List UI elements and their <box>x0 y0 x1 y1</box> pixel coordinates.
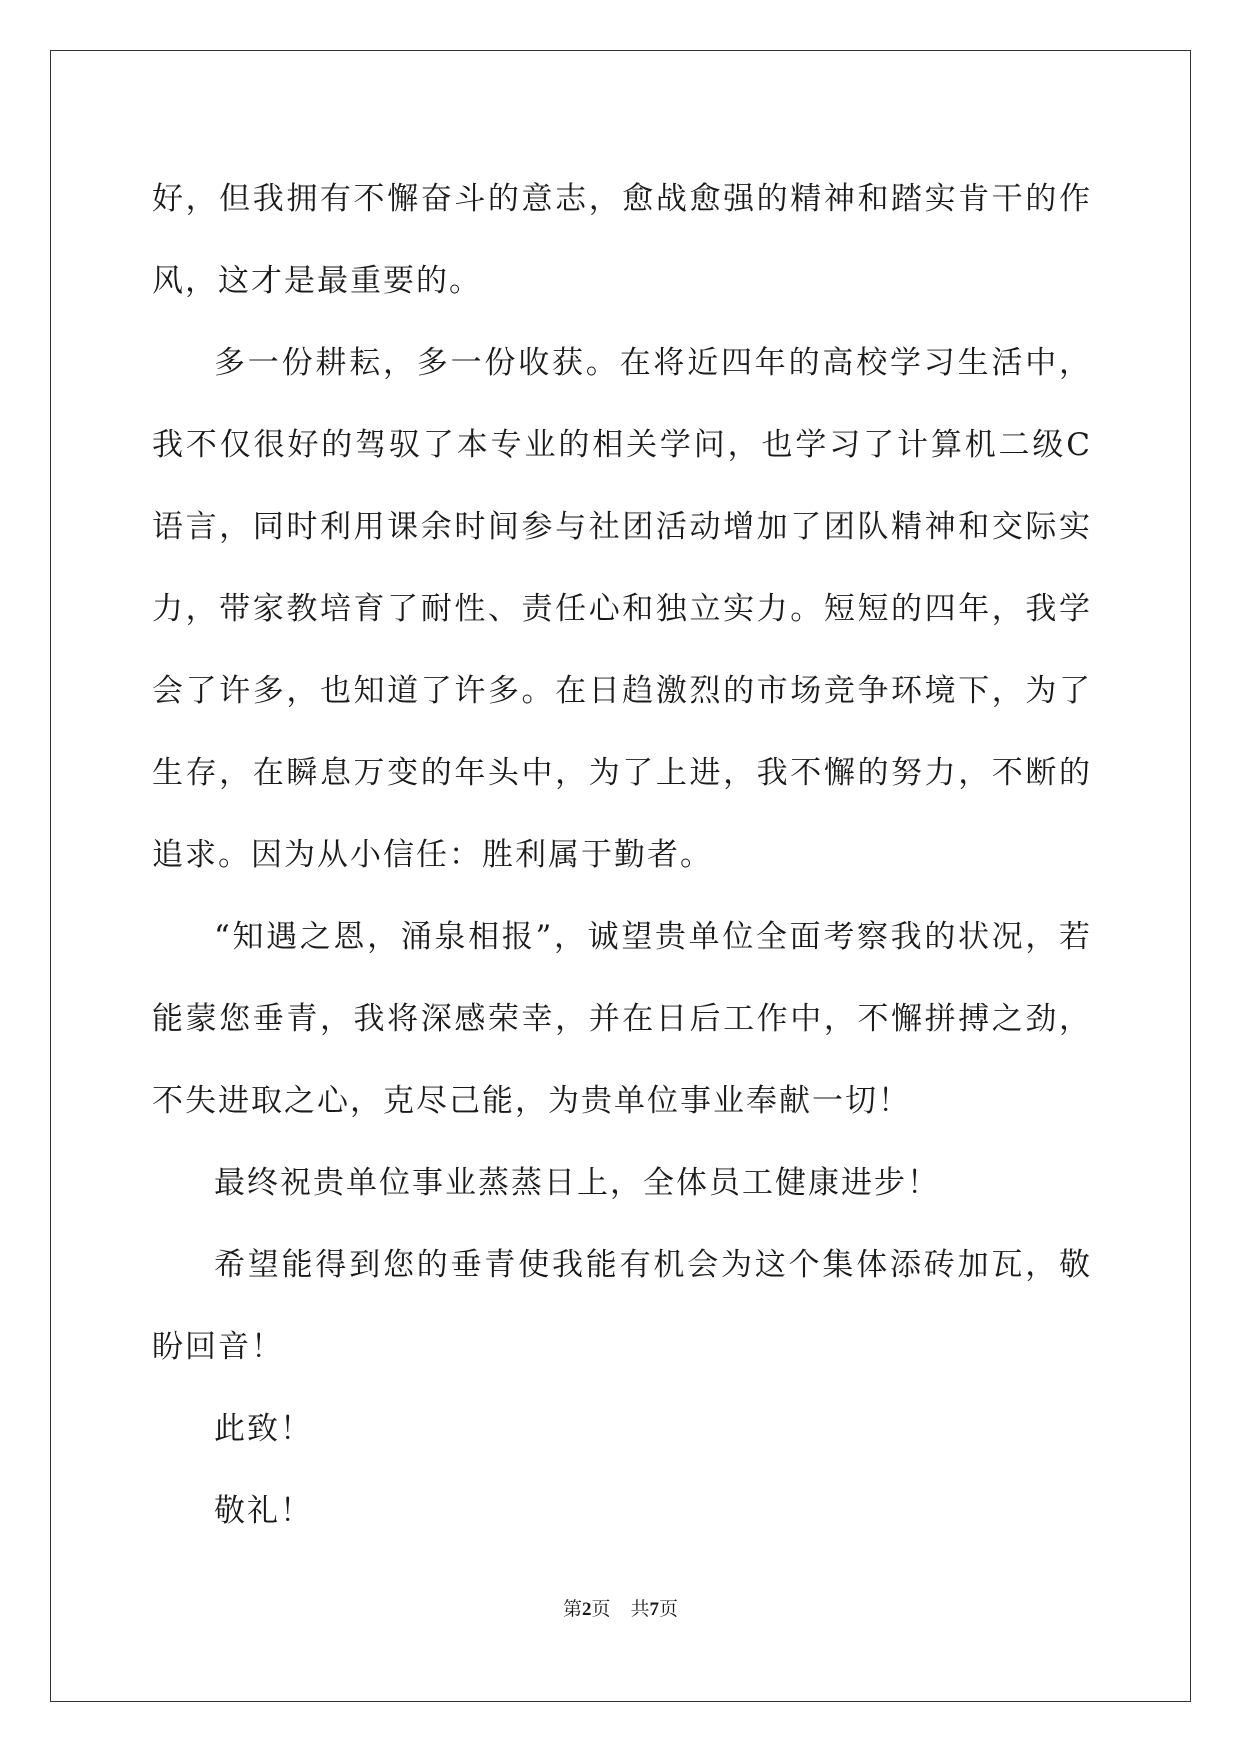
paragraph-continuation: 好，但我拥有不懈奋斗的意志，愈战愈强的精神和踏实肯干的作风，这才是最重要的。 <box>152 181 1092 299</box>
total-prefix: 共 <box>630 1598 650 1620</box>
document-body <box>152 158 1092 1552</box>
closing-salutation: 此致！ <box>214 1411 313 1447</box>
paragraph-study-life: 多一份耕耘，多一份收获。在将近四年的高校学习生活中，我不仅很好的驾驭了本专业的相关学问，也学习了计算机二级C语言，同时利用课余时间参与社团活动增加了团队精神和交际实力，带家教培育了耐性、责任心和独立实力。短短的四年，我学会了许多，也知道了许多。在日趋激烈的市场竞争环境下，为了生存，在瞬息万变的年头中，为了上进，我不懈的努力，不断的追求。因为从小信任：胜利属于勤者。 <box>152 345 1092 873</box>
page-number: 2 <box>581 1599 592 1620</box>
page-prefix: 第 <box>562 1598 582 1620</box>
total-pages: 7 <box>649 1599 660 1620</box>
page-suffix: 页 <box>591 1598 611 1620</box>
paragraph-gratitude: “知遇之恩，涌泉相报”，诚望贵单位全面考察我的状况，若能蒙您垂青，我将深感荣幸，并在日后工作中，不懈拼搏之劲，不失进取之心，克尽己能，为贵单位事业奉献一切！ <box>152 919 1092 1119</box>
total-suffix: 页 <box>659 1598 679 1620</box>
paragraph-wishes: 最终祝贵单位事业蒸蒸日上，全体员工健康进步！ <box>214 1165 940 1201</box>
closing-regards: 敬礼！ <box>214 1493 313 1529</box>
paragraph-hope: 希望能得到您的垂青使我能有机会为这个集体添砖加瓦，敬盼回音！ <box>152 1247 1092 1365</box>
page-footer <box>0 1594 1241 1621</box>
